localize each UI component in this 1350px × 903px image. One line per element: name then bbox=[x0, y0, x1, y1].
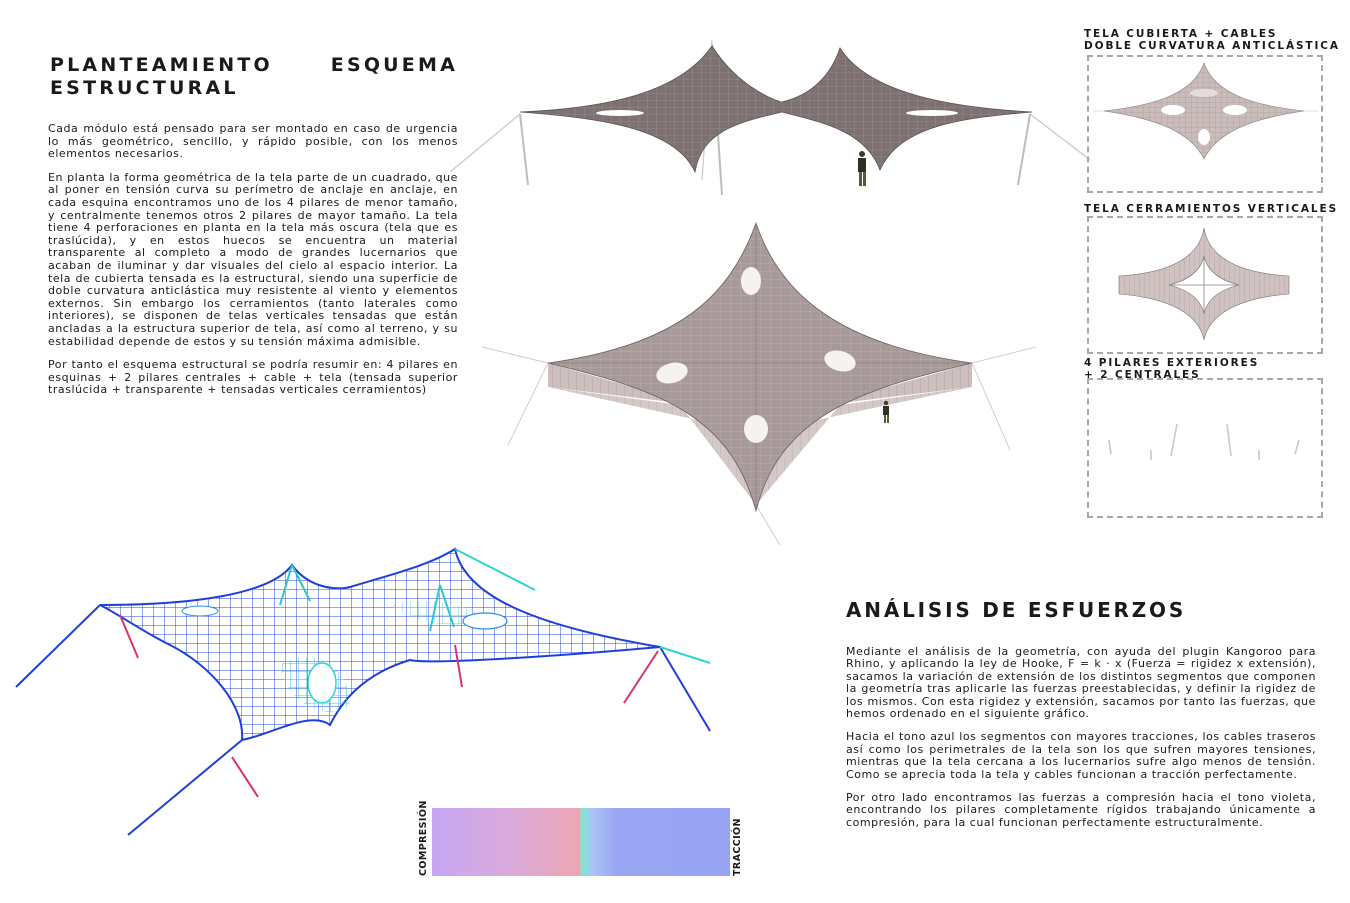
panel-title-cerramientos bbox=[1084, 203, 1338, 215]
section-title-analisis: ANÁLISIS DE ESFUERZOS bbox=[846, 598, 1187, 622]
paragraph: Por tanto el esquema estructural se podría resumir en: 4 pilares en esquinas + 2 pilares centrales + cable + tela (tensada superior traslúcida + transparente + tensadas verticales cerramientos) bbox=[48, 358, 458, 397]
panel-title-line: TELA CUBIERTA + CABLES bbox=[1084, 28, 1278, 40]
section-title-planteamiento bbox=[50, 54, 458, 100]
paragraph: Hacia el tono azul los segmentos con mayores tracciones, los cables traseros así como los perimetrales de la tela son los que sufren mayores tensiones, mientras que la tela cercana a los lucernarios sufre algo menos de tensión. Como se aprecia toda la tela y cables funcionan a tracción perfectamente. bbox=[846, 730, 1316, 781]
paragraph: Por otro lado encontramos las fuerzas a compresión hacia el tono violeta, encontrando los pilares completamente rígidos trabajando únicamente a compresión, para la cual funcionan perfectamente estructuralmente. bbox=[846, 791, 1316, 829]
force-analysis-mesh bbox=[10, 535, 730, 850]
panel-title-line: 4 PILARES EXTERIORES bbox=[1084, 357, 1260, 369]
panel-title-line: + 2 CENTRALES bbox=[1084, 369, 1201, 381]
paragraph: En planta la forma geométrica de la tela parte de un cuadrado, que al poner en tensión curva su perímetro de anclaje en anclaje, en cada esquina encontramos uno de los 4 pilares de menor tamaño, y centralmente tenemos otros 2 pilares de mayor tamaño. La tela tiene 4 perforaciones en planta en la tela más oscura (tela que es traslúcida), y en estos huecos se encuentra un material transparente al completo a modo de grandes lucernarios que acaban de iluminar y dar visuales del cielo al espacio interior. La tela de cubierta tensada es la estructural, siendo una superficie de doble curvatura anticlástica muy resistente al viento y elementos externos. Sin embargo los cerramientos (tanto laterales como interiores), se disponen de telas verticales tensadas que están ancladas a la estructura superior de tela, así como al terreno, y su estabilidad depende de estos y su tensión máxima admisible. bbox=[48, 170, 458, 348]
vertical-walls-thumbnail bbox=[1089, 218, 1321, 352]
analisis-text bbox=[846, 646, 1316, 840]
person-silhouette bbox=[858, 151, 866, 186]
planteamiento-text bbox=[48, 123, 458, 408]
tent-elevation-drawing bbox=[440, 30, 1100, 200]
panel-cerramientos-box bbox=[1087, 216, 1323, 354]
paragraph: Cada módulo está pensado para ser montado en caso de urgencia lo más geométrico, sencillo, y rápido posible, con los menos elementos necesarios. bbox=[48, 122, 458, 161]
panel-title-line: TELA CERRAMIENTOS VERTICALES bbox=[1084, 203, 1339, 215]
roof-cables-thumbnail bbox=[1089, 57, 1321, 191]
force-color-legend bbox=[432, 808, 730, 876]
title-line-2: ESTRUCTURAL bbox=[50, 77, 239, 99]
panel-cubierta-box bbox=[1087, 55, 1323, 193]
paragraph: Mediante el análisis de la geometría, con ayuda del plugin Kangoroo para Rhino, y aplicando la ley de Hooke, F = k · x (Fuerza = rigidez x extensión), sacamos la variación de extensión de los distintos segmentos que componen la geometría tras aplicarle las fuerzas preestablecidas, y definir la rigidez de los mismos. Con esta rigidez y extensión, sacamos por tanto las fuerzas, que hemos ordenado en el siguiente gráfico. bbox=[846, 645, 1316, 721]
panel-pilares-box bbox=[1087, 378, 1323, 518]
pillars-thumbnail bbox=[1089, 380, 1321, 516]
panel-title-cubierta bbox=[1084, 28, 1340, 52]
legend-label-traccion: TRACCIÓN bbox=[732, 818, 743, 876]
panel-title-line: DOBLE CURVATURA ANTICLÁSTICA bbox=[1084, 40, 1340, 52]
title-line-1: PLANTEAMIENTO ESQUEMA bbox=[50, 54, 458, 76]
tent-axonometric-drawing bbox=[480, 215, 1040, 555]
legend-label-compresion: COMPRESIÓN bbox=[418, 800, 429, 876]
